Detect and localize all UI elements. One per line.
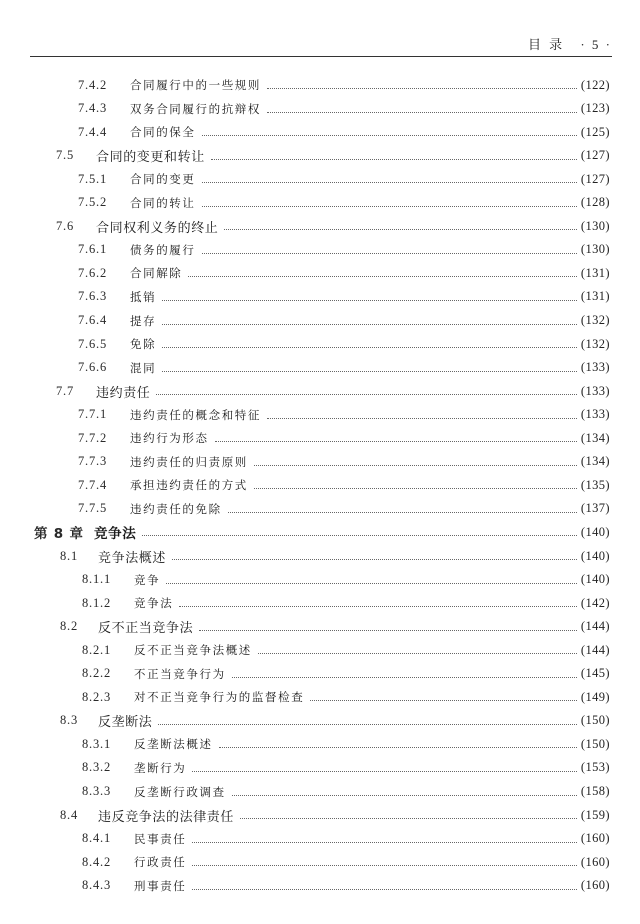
toc-entry-page: (160) bbox=[580, 878, 610, 893]
toc-entry[interactable] bbox=[0, 639, 640, 661]
toc-entry-page: (160) bbox=[580, 831, 610, 846]
toc-entry-page: (144) bbox=[580, 619, 610, 634]
toc-entry-title: 抵销 bbox=[130, 289, 157, 304]
dot-leader bbox=[162, 370, 577, 372]
toc-entry-number: 第 8 章 bbox=[34, 526, 84, 543]
toc-entry-number: 7.7.2 bbox=[78, 430, 107, 445]
toc-entry[interactable] bbox=[0, 616, 640, 638]
toc-entry[interactable] bbox=[0, 192, 640, 214]
dot-leader bbox=[228, 511, 577, 513]
toc-entry-number: 8.3.3 bbox=[82, 784, 111, 798]
toc-entry-title: 竞争法概述 bbox=[98, 550, 167, 566]
toc-entry-title: 合同的变更和转让 bbox=[96, 150, 205, 166]
toc-entry[interactable] bbox=[0, 451, 640, 473]
toc-entry-title: 双务合同履行的抗辩权 bbox=[130, 101, 261, 116]
toc-entry-page: (159) bbox=[580, 807, 610, 822]
toc-entry[interactable] bbox=[0, 239, 640, 261]
toc-entry-page: (153) bbox=[580, 760, 610, 775]
toc-entry-page: (137) bbox=[580, 501, 610, 516]
toc-entry-title: 违约责任的概念和特征 bbox=[130, 407, 261, 422]
toc-entry[interactable] bbox=[0, 427, 640, 449]
toc-entry-title: 合同履行中的一些规则 bbox=[130, 78, 261, 92]
toc-entry-number: 7.6.5 bbox=[78, 336, 107, 351]
toc-entry-title: 提存 bbox=[130, 313, 157, 328]
dot-leader bbox=[188, 275, 577, 277]
toc-entry[interactable] bbox=[0, 286, 640, 308]
dot-leader bbox=[142, 534, 577, 536]
dot-leader bbox=[211, 158, 577, 160]
toc-entry-title: 合同权利义务的终止 bbox=[96, 220, 219, 236]
toc-entry-title: 反垄断法 bbox=[98, 715, 153, 731]
toc-entry-number: 7.6 bbox=[56, 218, 75, 233]
toc-entry-page: (144) bbox=[580, 642, 610, 657]
toc-entry-page: (125) bbox=[580, 124, 610, 139]
toc-entry[interactable] bbox=[0, 333, 640, 355]
toc-entry-page: (150) bbox=[580, 713, 610, 728]
toc-entry-page: (145) bbox=[580, 666, 610, 681]
toc-entry[interactable] bbox=[0, 498, 640, 520]
toc-entry-page: (130) bbox=[580, 218, 610, 233]
toc-entry-title: 民事责任 bbox=[134, 831, 187, 846]
toc-entry[interactable] bbox=[0, 74, 640, 96]
toc-entry[interactable] bbox=[0, 474, 640, 496]
toc-entry-page: (132) bbox=[580, 313, 610, 327]
toc-entry[interactable] bbox=[0, 710, 640, 732]
toc-entry-page: (140) bbox=[580, 548, 610, 563]
toc-entry[interactable] bbox=[0, 804, 640, 826]
toc-entry-page: (130) bbox=[580, 242, 610, 257]
toc-entry-number: 7.7.3 bbox=[78, 454, 107, 469]
toc-entry-title: 承担违约责任的方式 bbox=[130, 478, 248, 493]
toc-entry-title: 不正当竞争行为 bbox=[134, 666, 226, 681]
toc-entry[interactable] bbox=[0, 875, 640, 897]
toc-entry[interactable] bbox=[0, 828, 640, 850]
toc-entry-title: 合同的变更 bbox=[130, 172, 196, 187]
toc-entry[interactable] bbox=[0, 357, 640, 379]
toc-entry-number: 7.4.4 bbox=[78, 124, 107, 139]
toc-entry-page: (150) bbox=[580, 736, 610, 751]
toc-entry-page: (158) bbox=[580, 784, 610, 798]
toc-entry-number: 8.2.3 bbox=[82, 689, 111, 704]
toc-entry-number: 8.3.2 bbox=[82, 760, 111, 775]
dot-leader bbox=[192, 888, 577, 890]
dot-leader bbox=[192, 864, 577, 866]
dot-leader bbox=[202, 252, 577, 254]
dot-leader bbox=[192, 770, 577, 772]
dot-leader bbox=[202, 205, 577, 207]
toc-entry[interactable] bbox=[0, 569, 640, 591]
toc-entry-number: 7.4.2 bbox=[78, 77, 107, 92]
header-title: 目 录 bbox=[528, 38, 565, 53]
dot-leader bbox=[202, 181, 577, 183]
toc-entry-title: 竞争 bbox=[134, 572, 161, 587]
toc-entry-number: 8.4.1 bbox=[82, 831, 111, 846]
toc-entry-title: 垄断行为 bbox=[134, 760, 187, 775]
dot-leader bbox=[224, 228, 577, 230]
toc-entry-page: (134) bbox=[580, 430, 610, 445]
toc-entry[interactable] bbox=[0, 404, 640, 426]
toc-entry[interactable] bbox=[0, 851, 640, 873]
running-header bbox=[30, 28, 612, 57]
dot-leader bbox=[267, 87, 577, 89]
toc-entry-title: 行政责任 bbox=[134, 855, 187, 870]
toc-entry-number: 8.1.2 bbox=[82, 595, 111, 610]
dot-leader bbox=[310, 699, 577, 701]
toc-entry-title: 反垄断行政调查 bbox=[134, 784, 226, 799]
toc-entry-page: (132) bbox=[580, 336, 610, 351]
toc-entry[interactable] bbox=[0, 781, 640, 803]
toc-entry-number: 8.2 bbox=[60, 619, 79, 634]
dot-leader bbox=[254, 487, 577, 489]
dot-leader bbox=[199, 629, 577, 631]
toc-entry-title: 违约责任的免除 bbox=[130, 501, 222, 516]
dot-leader bbox=[192, 841, 577, 843]
toc-entry-title: 刑事责任 bbox=[134, 878, 187, 893]
toc-entry-page: (122) bbox=[580, 77, 610, 92]
toc-entry-number: 7.7.4 bbox=[78, 477, 107, 492]
toc-entry-number: 8.1.1 bbox=[82, 572, 111, 587]
dot-leader bbox=[240, 817, 577, 819]
toc-entry-number: 7.6.6 bbox=[78, 360, 107, 375]
toc-entry[interactable] bbox=[0, 98, 640, 120]
toc-entry[interactable] bbox=[0, 145, 640, 167]
dot-leader bbox=[258, 652, 577, 654]
toc-entry-number: 7.7.5 bbox=[78, 501, 107, 516]
toc-entry-number: 8.3 bbox=[60, 713, 79, 728]
dot-leader bbox=[267, 111, 577, 113]
toc-entry-page: (142) bbox=[580, 595, 610, 610]
toc-entry-title: 合同的保全 bbox=[130, 125, 196, 140]
toc-entry[interactable] bbox=[0, 262, 640, 284]
toc-entry-number: 7.6.3 bbox=[78, 289, 107, 304]
toc-entry[interactable] bbox=[0, 733, 640, 755]
toc-entry-title: 竞争法 bbox=[134, 596, 174, 611]
toc-entry[interactable] bbox=[0, 168, 640, 190]
toc-entry-page: (128) bbox=[580, 195, 610, 210]
dot-leader bbox=[162, 299, 577, 301]
toc-entry-number: 7.4.3 bbox=[78, 101, 107, 116]
toc-entry-page: (140) bbox=[580, 572, 610, 587]
dot-leader bbox=[219, 746, 577, 748]
dot-leader bbox=[162, 323, 577, 325]
toc-entry-number: 7.5.1 bbox=[78, 171, 107, 186]
toc-entry-title: 混同 bbox=[130, 360, 157, 375]
dot-leader bbox=[232, 794, 577, 796]
toc-entry-number: 8.1 bbox=[60, 548, 79, 563]
toc-entry[interactable] bbox=[0, 757, 640, 779]
toc-entry-title: 违约行为形态 bbox=[130, 431, 209, 446]
toc-entry-page: (140) bbox=[580, 524, 610, 539]
toc-entry-number: 7.6.4 bbox=[78, 313, 107, 327]
toc-entry-title: 对不正当竞争行为的监督检查 bbox=[134, 690, 305, 705]
toc-entry-title: 违约责任 bbox=[96, 385, 151, 401]
dot-leader bbox=[158, 723, 577, 725]
toc-entry-page: (149) bbox=[580, 689, 610, 704]
dot-leader bbox=[156, 393, 577, 395]
toc-entry-number: 7.6.2 bbox=[78, 265, 107, 280]
toc-entry-page: (133) bbox=[580, 383, 610, 398]
toc-entry-page: (131) bbox=[580, 289, 610, 304]
dot-leader bbox=[267, 417, 577, 419]
toc-entry-number: 8.4.3 bbox=[82, 878, 111, 893]
toc-entry[interactable] bbox=[0, 310, 640, 332]
toc-entry-title: 竞争法 bbox=[94, 526, 137, 543]
dot-leader bbox=[215, 440, 577, 442]
toc-entry-title: 合同解除 bbox=[130, 266, 183, 281]
dot-leader bbox=[202, 134, 577, 136]
dot-leader bbox=[166, 582, 577, 584]
dot-leader bbox=[172, 558, 577, 560]
toc-entry-number: 8.2.2 bbox=[82, 666, 111, 681]
toc-entry-number: 7.5.2 bbox=[78, 195, 107, 210]
toc-entry-page: (127) bbox=[580, 171, 610, 186]
toc-entry-title: 免除 bbox=[130, 337, 157, 352]
toc-entry-title: 债务的履行 bbox=[130, 242, 196, 257]
dot-leader bbox=[162, 346, 577, 348]
toc-entry-title: 违反竞争法的法律责任 bbox=[98, 809, 235, 825]
toc-entry[interactable] bbox=[0, 592, 640, 614]
page-number: · 5 · bbox=[580, 37, 612, 52]
toc-entry-page: (131) bbox=[580, 265, 610, 280]
toc-entry-page: (127) bbox=[580, 148, 610, 163]
toc-entry-title: 违约责任的归责原则 bbox=[130, 454, 248, 469]
toc-entry[interactable] bbox=[0, 521, 640, 543]
toc-entry-page: (123) bbox=[580, 101, 610, 116]
dot-leader bbox=[232, 676, 577, 678]
toc-entry-title: 反不正当竞争法概述 bbox=[134, 643, 252, 658]
dot-leader bbox=[179, 605, 577, 607]
toc-entry-number: 7.7.1 bbox=[78, 407, 107, 422]
toc-entry-number: 7.5 bbox=[56, 148, 75, 163]
toc-entry-title: 反不正当竞争法 bbox=[98, 621, 194, 637]
toc-entry-title: 合同的转让 bbox=[130, 195, 196, 210]
toc-entry-title: 反垄断法概述 bbox=[134, 737, 213, 752]
toc-entry[interactable] bbox=[0, 545, 640, 567]
toc-entry-page: (133) bbox=[580, 407, 610, 422]
toc-entry-number: 8.3.1 bbox=[82, 736, 111, 751]
toc-entry[interactable] bbox=[0, 121, 640, 143]
toc-entry-number: 7.6.1 bbox=[78, 242, 107, 257]
toc-entry-number: 7.7 bbox=[56, 383, 75, 398]
toc-entry-page: (133) bbox=[580, 360, 610, 375]
toc-entry-page: (134) bbox=[580, 454, 610, 469]
toc-entry-page: (135) bbox=[580, 477, 610, 492]
toc-entry[interactable] bbox=[0, 380, 640, 402]
toc-entry[interactable] bbox=[0, 686, 640, 708]
dot-leader bbox=[254, 464, 577, 466]
toc-entry-number: 8.4 bbox=[60, 807, 79, 822]
header-right bbox=[528, 34, 612, 53]
toc-entry-number: 8.4.2 bbox=[82, 854, 111, 869]
toc-entry[interactable] bbox=[0, 215, 640, 237]
toc-entry[interactable] bbox=[0, 663, 640, 685]
toc-entry-number: 8.2.1 bbox=[82, 642, 111, 657]
toc-entry-page: (160) bbox=[580, 854, 610, 869]
